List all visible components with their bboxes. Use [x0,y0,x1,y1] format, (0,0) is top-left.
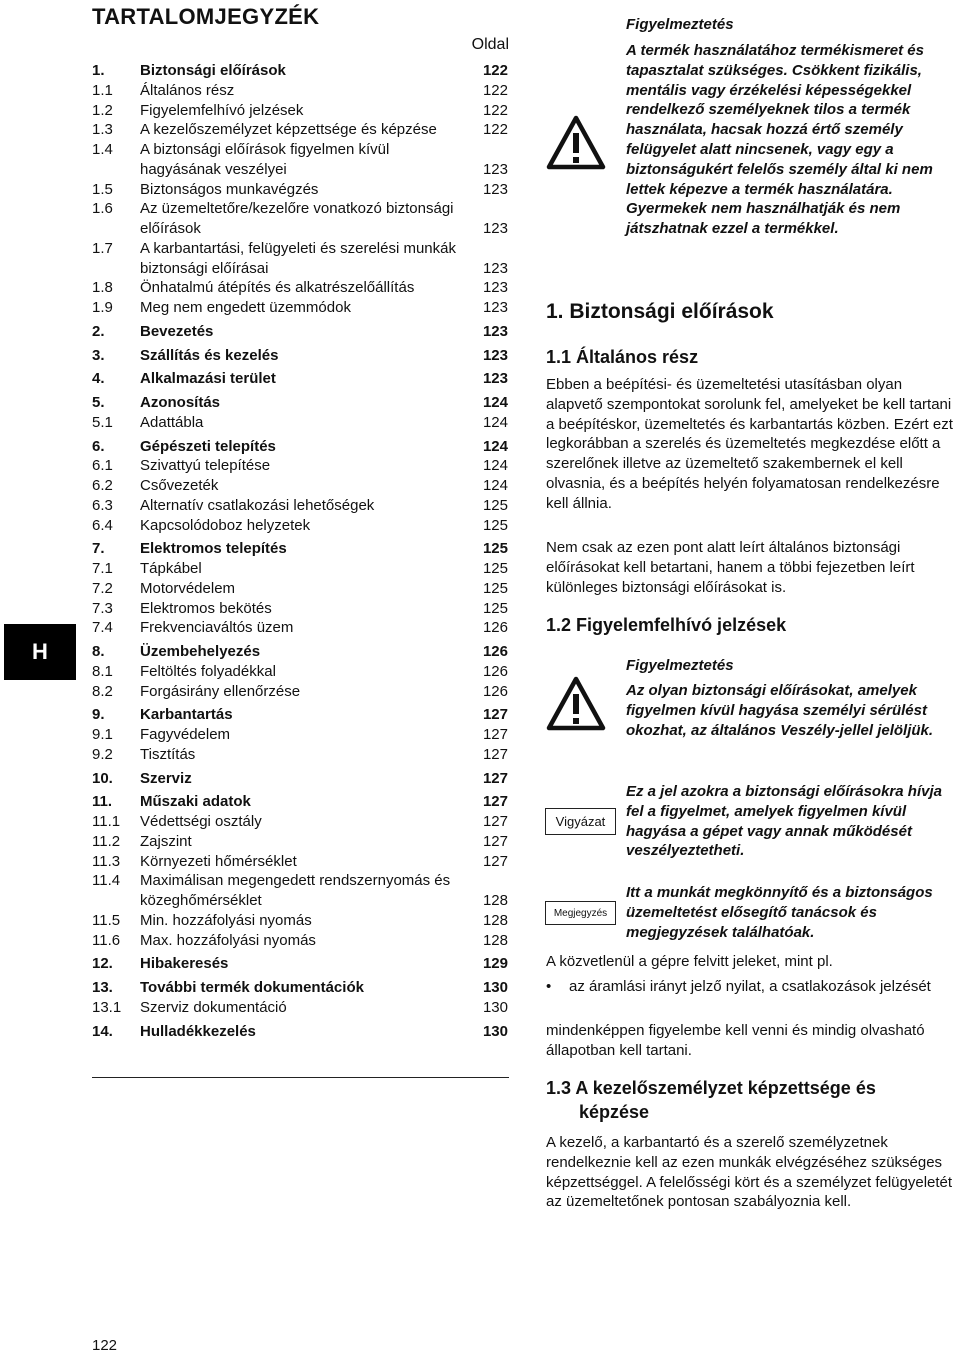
toc-entry-label: Forgásirány ellenőrzése [140,682,301,700]
toc-entry-number: 13.1 [92,998,122,1016]
toc-entry-number: 11.2 [92,832,121,850]
toc-entry [92,978,509,998]
toc-entry-label: Max. hozzáfolyási nyomás [140,931,316,949]
warning-triangle-icon [546,115,606,171]
toc-entry [92,725,509,745]
toc-entry-number: 6.3 [92,496,113,514]
toc-entry-number: 1.8 [92,279,113,297]
toc-entry-label: A biztonsági előírások figyelmen kívül hagyásának veszélyei [140,141,390,178]
toc-entry-label: Frekvenciaváltós üzem [140,619,294,637]
toc-entry [92,239,509,279]
toc-entry [92,832,509,852]
section-1-heading: 1. Biztonsági előírások [546,300,774,323]
toc-entry-number: 2. [92,322,105,340]
table-of-contents [92,61,509,1041]
toc-entry-label: Min. hozzáfolyási nyomás [140,911,312,929]
toc-entry-page: 129 [482,955,508,973]
toc-entry-page: 123 [482,322,508,340]
toc-entry [92,278,509,298]
megjegyzes-text: Itt a munkát megkönnyítő és a biztonságos üzemeltetést elősegítő tanácsok és megjegyzések találhatóak. [626,884,933,941]
toc-entry [92,120,509,140]
toc-entry [92,199,509,239]
toc-entry-label: Fagyvédelem [140,726,231,743]
toc-entry-number: 7.1 [92,560,113,577]
toc-entry-number: 6.1 [92,457,113,475]
toc-entry-page: 124 [482,437,508,455]
toc-entry [92,180,509,200]
toc-entry-label: Azonosítás [140,394,221,411]
toc-entry [92,456,509,476]
toc-entry-label: Meg nem engedett üzemmódok [140,299,351,316]
toc-entry-number: 8.1 [92,662,113,680]
toc-entry-label: Általános rész [140,81,235,99]
toc-entry-number: 11.1 [92,813,121,830]
toc-entry-number: 1.2 [92,101,113,119]
section-1-1-paragraph-1: Ebben a beépítési- és üzemeltetési utasításban olyan alapvető szempontokat sorolunk fel, amelyeket be kell tartani a beépítéskor, üzemeltetés és karbantartás közben. Ezért ezt legkorábban a szerelés és üzemeltetés megkezdése előtt a szerelőnek illetve az üzemeltető szakembernek el kell olvasnia, és a beépítés helyén folyamatosan rendelkezésre kell állnia. [546,376,953,512]
toc-entry-page: 127 [482,852,508,870]
toc-entry-label: Önhatalmú átépítés és alkatrészelőállítás [140,279,415,297]
toc-entry-label: Tápkábel [140,560,202,577]
toc-entry [92,101,509,121]
toc-entry-label: Biztonsági előírások [140,62,286,79]
toc-entry [92,954,509,974]
toc-entry-page: 127 [482,706,508,724]
toc-entry-label: További termék dokumentációk [140,979,364,996]
toc-entry [92,476,509,496]
toc-entry-page: 127 [482,745,508,763]
toc-entry [92,998,509,1018]
toc-entry-number: 11.6 [92,931,121,949]
toc-page-header: Oldal [471,36,509,53]
toc-title: TARTALOMJEGYZÉK [92,4,320,29]
toc-entry-label: A karbantartási, felügyeleti és szerelési munkák biztonsági előírásai [140,239,456,277]
toc-entry-number: 1.4 [92,141,113,158]
toc-entry-number: 6.2 [92,477,113,494]
toc-entry [92,346,509,366]
toc-entry-page: 126 [482,619,508,637]
toc-entry-page: 127 [482,793,508,811]
toc-entry-label: Tisztítás [140,745,196,763]
toc-entry [92,496,509,516]
section-1-3-heading [546,1076,946,1124]
toc-entry [92,812,509,832]
toc-entry [92,81,509,101]
toc-entry-label: Gépészeti telepítés [140,437,276,455]
toc-entry [92,792,509,812]
language-tab: H [4,624,76,680]
toc-entry-number: 7.2 [92,579,113,597]
toc-entry [92,911,509,931]
toc-entry-page: 125 [482,599,508,617]
toc-entry-label: Az üzemeltetőre/kezelőre vonatkozó biztonsági előírások [140,200,454,237]
toc-entry-page: 124 [482,413,508,431]
danger-triangle-icon [546,676,606,732]
toc-entry-page: 127 [482,769,508,787]
toc-entry-label: Hibakeresés [140,955,229,973]
warning-text-1-2: Az olyan biztonsági előírásokat, amelyek figyelmen kívül hagyása személyi sérülést okozhat, az általános Veszély-jellel jelöljük. [626,682,934,739]
toc-entry-page: 123 [482,370,508,388]
page-number: 122 [92,1337,118,1354]
toc-entry [92,298,509,318]
toc-entry-label: Karbantartás [140,706,233,724]
toc-entry [92,437,509,457]
toc-entry-label: Alternatív csatlakozási lehetőségek [140,496,375,514]
bullet-symbol: • [546,978,552,995]
toc-entry-number: 12. [92,955,113,973]
toc-entry-page: 130 [482,979,508,996]
warning-heading-top: Figyelmeztetés [626,16,734,33]
toc-entry-page: 124 [482,477,508,494]
toc-entry [92,599,509,619]
toc-entry [92,413,509,433]
toc-entry [92,618,509,638]
toc-entry [92,61,509,81]
section-1-1-paragraph-2: Nem csak az ezen pont alatt leírt általános biztonsági előírásokat kell betartani, hanem a többi fejezetben leírt különleges biztonsági előírásokat is. [546,539,915,596]
toc-entry-label: Maximálisan megengedett rendszernyomás és közeghőmérséklet [140,872,451,909]
toc-entry-page: 130 [482,998,508,1016]
toc-entry-number: 14. [92,1022,113,1040]
section-1-3-paragraph: A kezelő, a karbantartó és a szerelő személyzetnek rendelkeznie kell az ezen munkák elvégzéséhez szükséges képzettséggel. A felelősségi kört és a személyzet felügyeletét az üzemeltetőnek pontosan szabályoznia kell. [546,1134,953,1211]
toc-entry [92,1022,509,1042]
toc-entry-label: Védettségi osztály [140,813,262,830]
toc-entry-number: 9.1 [92,726,113,743]
toc-entry-page: 130 [482,1022,508,1040]
toc-entry-label: Szerviz [140,769,192,787]
toc-entry-number: 11.3 [92,852,121,870]
toc-entry-label: Zajszint [140,832,192,850]
toc-entry-page: 124 [482,394,508,411]
toc-entry-page: 125 [482,516,508,534]
toc-entry-page: 127 [482,726,508,743]
toc-entry-label: Műszaki adatok [140,793,251,811]
toc-entry [92,559,509,579]
toc-entry-number: 9. [92,706,105,724]
toc-entry [92,393,509,413]
toc-entry [92,682,509,702]
toc-entry-label: Figyelemfelhívó jelzések [140,101,304,119]
toc-entry [92,931,509,951]
toc-entry-number: 1.5 [92,180,113,198]
toc-entry-page: 127 [482,832,508,850]
toc-entry-number: 5. [92,394,105,411]
toc-entry-page: 122 [482,81,508,99]
section-1-3-heading-text: 1.3 A kezelőszemélyzet képzettsége és képzése [546,1078,876,1122]
toc-entry-label: Kapcsolódoboz helyzetek [140,516,311,534]
toc-entry-page: 125 [482,540,508,558]
bullet-item-text: az áramlási irányt jelző nyilat, a csatlakozások jelzését [569,978,931,995]
toc-entry-page: 123 [482,160,508,178]
toc-entry [92,745,509,765]
toc-entry-page: 125 [482,579,508,597]
toc-entry-number: 3. [92,346,105,364]
toc-entry-page: 122 [482,62,508,79]
toc-entry-number: 1.3 [92,121,113,139]
toc-entry-number: 5.1 [92,413,113,431]
toc-entry-label: Környezeti hőmérséklet [140,852,297,870]
toc-entry-number: 1.7 [92,239,113,257]
toc-entry-label: Elektromos telepítés [140,540,287,558]
toc-entry-page: 125 [482,496,508,514]
toc-entry-number: 7. [92,540,105,558]
toc-entry-page: 123 [482,220,508,237]
toc-entry [92,516,509,536]
toc-entry-number: 1.9 [92,299,113,316]
toc-bottom-rule [92,1077,509,1078]
after-bullet-paragraph: mindenképpen figyelembe kell venni és mindig olvasható állapotban kell tartani. [546,1022,925,1059]
toc-entry [92,579,509,599]
toc-entry-number: 7.4 [92,619,113,637]
toc-entry-page: 126 [482,662,508,680]
toc-entry-page: 122 [482,121,508,139]
toc-entry [92,539,509,559]
toc-entry-number: 6. [92,437,105,455]
toc-entry-number: 8. [92,643,105,660]
toc-entry-page: 123 [482,299,508,316]
toc-entry-label: Csővezeték [140,477,219,494]
toc-entry-number: 1.6 [92,200,113,218]
toc-entry [92,705,509,725]
toc-entry-number: 1. [92,62,105,79]
toc-entry-number: 9.2 [92,745,113,763]
toc-entry [92,642,509,662]
toc-entry-page: 126 [482,643,508,660]
toc-entry [92,662,509,682]
toc-entry-label: Feltöltés folyadékkal [140,662,276,680]
section-1-1-heading: 1.1 Általános rész [546,347,699,367]
toc-entry-label: Motorvédelem [140,579,236,597]
toc-entry-label: Biztonságos munkavégzés [140,180,319,198]
toc-entry [92,871,509,911]
megjegyzes-label: Megjegyzés [545,901,616,925]
toc-entry-page: 124 [482,457,508,475]
toc-entry-label: Elektromos bekötés [140,599,272,617]
toc-entry-page: 123 [482,346,508,364]
toc-entry [92,769,509,789]
toc-entry-number: 7.3 [92,599,113,617]
toc-entry-label: A kezelőszemélyzet képzettsége és képzése [140,121,437,139]
toc-entry-label: Szivattyú telepítése [140,457,271,475]
toc-entry-label: Adattábla [140,413,204,431]
toc-entry-number: 10. [92,769,113,787]
toc-entry-page: 123 [482,180,508,198]
toc-entry-page: 123 [482,259,508,277]
toc-entry-page: 122 [482,101,508,119]
toc-entry-page: 128 [482,911,508,929]
toc-entry-number: 1.1 [92,81,113,99]
section-1-2-heading: 1.2 Figyelemfelhívó jelzések [546,615,787,635]
toc-entry-label: Üzembehelyezés [140,643,261,660]
toc-entry-label: Szerviz dokumentáció [140,998,287,1016]
toc-entry-number: 6.4 [92,516,113,534]
toc-entry [92,140,509,180]
toc-entry-number: 11.4 [92,872,121,890]
toc-entry-number: 11.5 [92,911,121,929]
warning-heading-1-2: Figyelmeztetés [626,657,734,674]
toc-entry [92,369,509,389]
toc-entry-page: 126 [482,682,508,700]
direct-marks-paragraph: A közvetlenül a gépre felvitt jeleket, mint pl. [546,953,833,970]
toc-entry [92,852,509,872]
toc-entry-number: 11. [92,793,113,811]
vigyazat-label: Vigyázat [545,808,616,835]
warning-text-top: A termék használatához termékismeret és tapasztalat szükséges. Csökkent fizikális, mentális vagy érzékelési képességekkel rendelkező személyeknek tilos a termék használata, hacsak hozzá értő személy felügyelet alatt nincsenek, vagy egy a biztonságukért felelős személy által ki nem lettek képezve a termék használatára. Gyermekek nem használhatják és nem játszhatnak ezzel a termékkel. [626,42,933,238]
toc-entry-number: 4. [92,370,105,388]
toc-entry [92,322,509,342]
vigyazat-text: Ez a jel azokra a biztonsági előírásokra hívja fel a figyelmet, amelyek figyelmen kívül hagyása a gépet vagy annak működését veszélyeztetheti. [626,783,942,860]
toc-entry-label: Hulladékkezelés [140,1022,256,1040]
toc-entry-number: 8.2 [92,682,113,700]
toc-entry-page: 125 [482,560,508,577]
toc-entry-label: Bevezetés [140,322,214,340]
toc-entry-label: Alkalmazási terület [140,370,276,388]
toc-entry-label: Szállítás és kezelés [140,346,279,364]
toc-entry-page: 128 [482,931,508,949]
toc-entry-page: 128 [482,892,508,909]
toc-entry-page: 123 [482,279,508,297]
toc-entry-number: 13. [92,979,113,996]
toc-entry-page: 127 [482,813,508,830]
